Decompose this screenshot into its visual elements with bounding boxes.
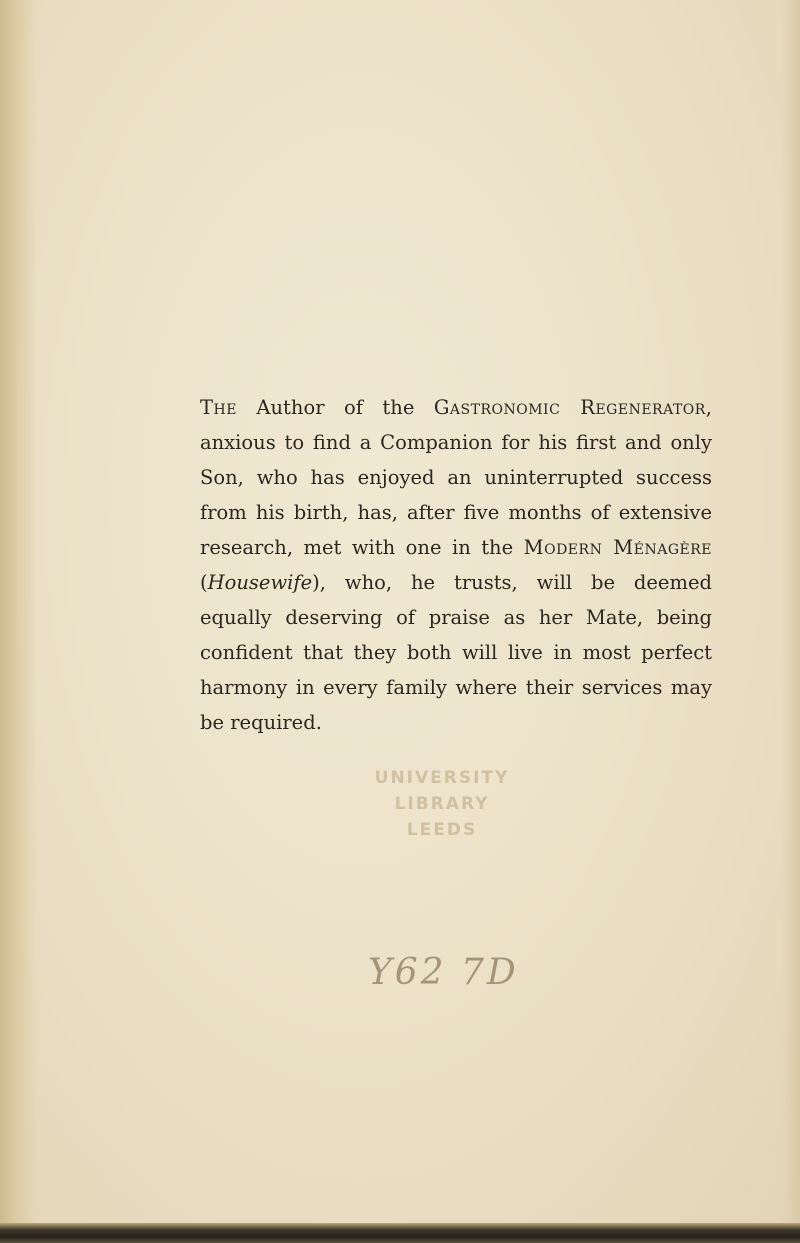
text-run: ( bbox=[200, 570, 208, 594]
italic-housewife: Housewife bbox=[207, 570, 313, 594]
library-stamp bbox=[372, 765, 512, 843]
stamp-line: UNIVERSITY bbox=[374, 768, 510, 788]
page-edge bbox=[782, 0, 800, 1243]
small-caps-book: Modern Ménagère bbox=[523, 535, 713, 559]
stamp-line: LIBRARY bbox=[394, 794, 490, 814]
shelfmark: Y62 7D bbox=[368, 952, 519, 993]
text-run: ), who, he trusts, will be deemed equally deserving of praise as her Mate, being confident that they both will live in most perfect harmony in every family where their services may be required. bbox=[200, 570, 712, 734]
binding-edge bbox=[0, 0, 38, 1243]
small-caps-the: The bbox=[200, 395, 237, 419]
stamp-line: LEEDS bbox=[406, 820, 478, 840]
book-edge bbox=[0, 1223, 800, 1243]
text-run: , anxious to find a Companion for his first and only Son, who has enjoyed an uninterrupted success from his birth, has, after five months of extensive research, met with one in the bbox=[200, 395, 712, 559]
small-caps-title: Gastronomic Regenerator bbox=[433, 395, 706, 419]
dedication-paragraph bbox=[200, 390, 712, 740]
text-run: Author of the bbox=[236, 395, 434, 419]
